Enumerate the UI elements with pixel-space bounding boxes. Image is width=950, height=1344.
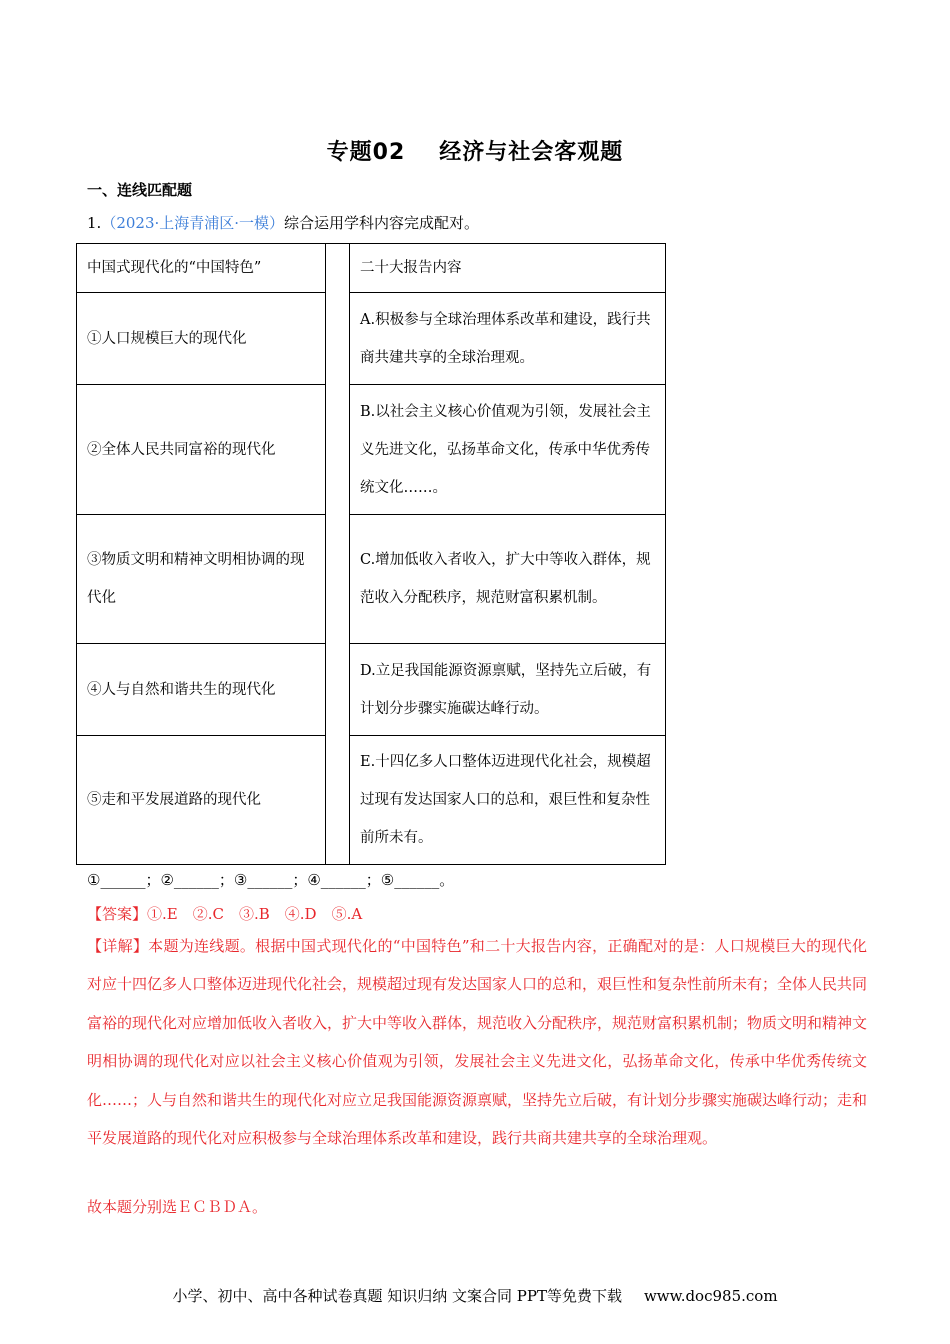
section-heading: 一、连线匹配题: [87, 181, 193, 199]
title-part2: 经济与社会客观题: [439, 140, 624, 165]
matching-table: [76, 243, 666, 865]
detail-label: 【详解】: [87, 937, 149, 955]
answer-blanks: ①______；②______；③______；④______；⑤______。: [87, 871, 455, 889]
right-item-d: D.立足我国能源资源禀赋，坚持先立后破，有计划分步骤实施碳达峰行动。: [350, 644, 666, 736]
title-part1: 专题02: [326, 140, 406, 165]
answer-line: [87, 903, 362, 924]
page-title: [0, 135, 950, 166]
table-row: [77, 385, 666, 515]
right-item-c: C.增加低收入者收入，扩大中等收入群体，规范收入分配秩序，规范财富积累机制。: [350, 515, 666, 644]
right-item-a: A.积极参与全球治理体系改革和建设，践行共商共建共享的全球治理观。: [350, 293, 666, 385]
answer-label: 【答案】: [87, 905, 148, 923]
right-item-e: E.十四亿多人口整体迈进现代化社会，规模超过现有发达国家人口的总和，艰巨性和复杂性前所未有。: [350, 736, 666, 865]
question-line: [87, 212, 479, 233]
connector-column: [326, 244, 350, 865]
detail-paragraph: [87, 927, 867, 1157]
footer-url[interactable]: www.doc985.com: [643, 1287, 778, 1305]
question-number: 1.: [87, 214, 102, 232]
left-item-3: ③物质文明和精神文明相协调的现代化: [77, 515, 326, 644]
right-item-b: B.以社会主义核心价值观为引领，发展社会主义先进文化，弘扬革命文化，传承中华优秀传统文化……。: [350, 385, 666, 515]
table-row: [77, 644, 666, 736]
left-item-1: ①人口规模巨大的现代化: [77, 293, 326, 385]
footer-text: 小学、初中、高中各种试卷真题 知识归纳 文案合同 PPT等免费下载: [172, 1287, 622, 1305]
table-row: [77, 293, 666, 385]
left-item-5: ⑤走和平发展道路的现代化: [77, 736, 326, 865]
table-row: [77, 736, 666, 865]
table-header-row: [77, 244, 666, 293]
page-footer: [0, 1285, 950, 1306]
header-left: 中国式现代化的“中国特色”: [77, 244, 326, 293]
header-right: 二十大报告内容: [350, 244, 666, 293]
question-source: （2023·上海青浦区·一模）: [101, 214, 285, 232]
conclusion-line: 故本题分别选ＥＣＢＤＡ。: [87, 1198, 268, 1216]
table-row: [77, 515, 666, 644]
answer-text: ①.E ②.C ③.B ④.D ⑤.A: [147, 905, 363, 923]
question-prompt: 综合运用学科内容完成配对。: [284, 214, 480, 232]
left-item-2: ②全体人民共同富裕的现代化: [77, 385, 326, 515]
detail-text: 本题为连线题。根据中国式现代化的“中国特色”和二十大报告内容，正确配对的是：人口规模巨大的现代化对应十四亿多人口整体迈进现代化社会，规模超过现有发达国家人口的总和，艰巨性和复杂性前所未有；全体人民共同富裕的现代化对应增加低收入者收入，扩大中等收入群体，规范收入分配秩序，规范财富积累机制；物质文明和精神文明相协调的现代化对应以社会主义核心价值观为引领，发展社会主义先进文化，弘扬革命文化，传承中华优秀传统文化……；人与自然和谐共生的现代化对应立足我国能源资源禀赋，坚持先立后破，有计划分步骤实施碳达峰行动；走和平发展道路的现代化对应积极参与全球治理体系改革和建设，践行共商共建共享的全球治理观。: [87, 937, 868, 1148]
left-item-4: ④人与自然和谐共生的现代化: [77, 644, 326, 736]
